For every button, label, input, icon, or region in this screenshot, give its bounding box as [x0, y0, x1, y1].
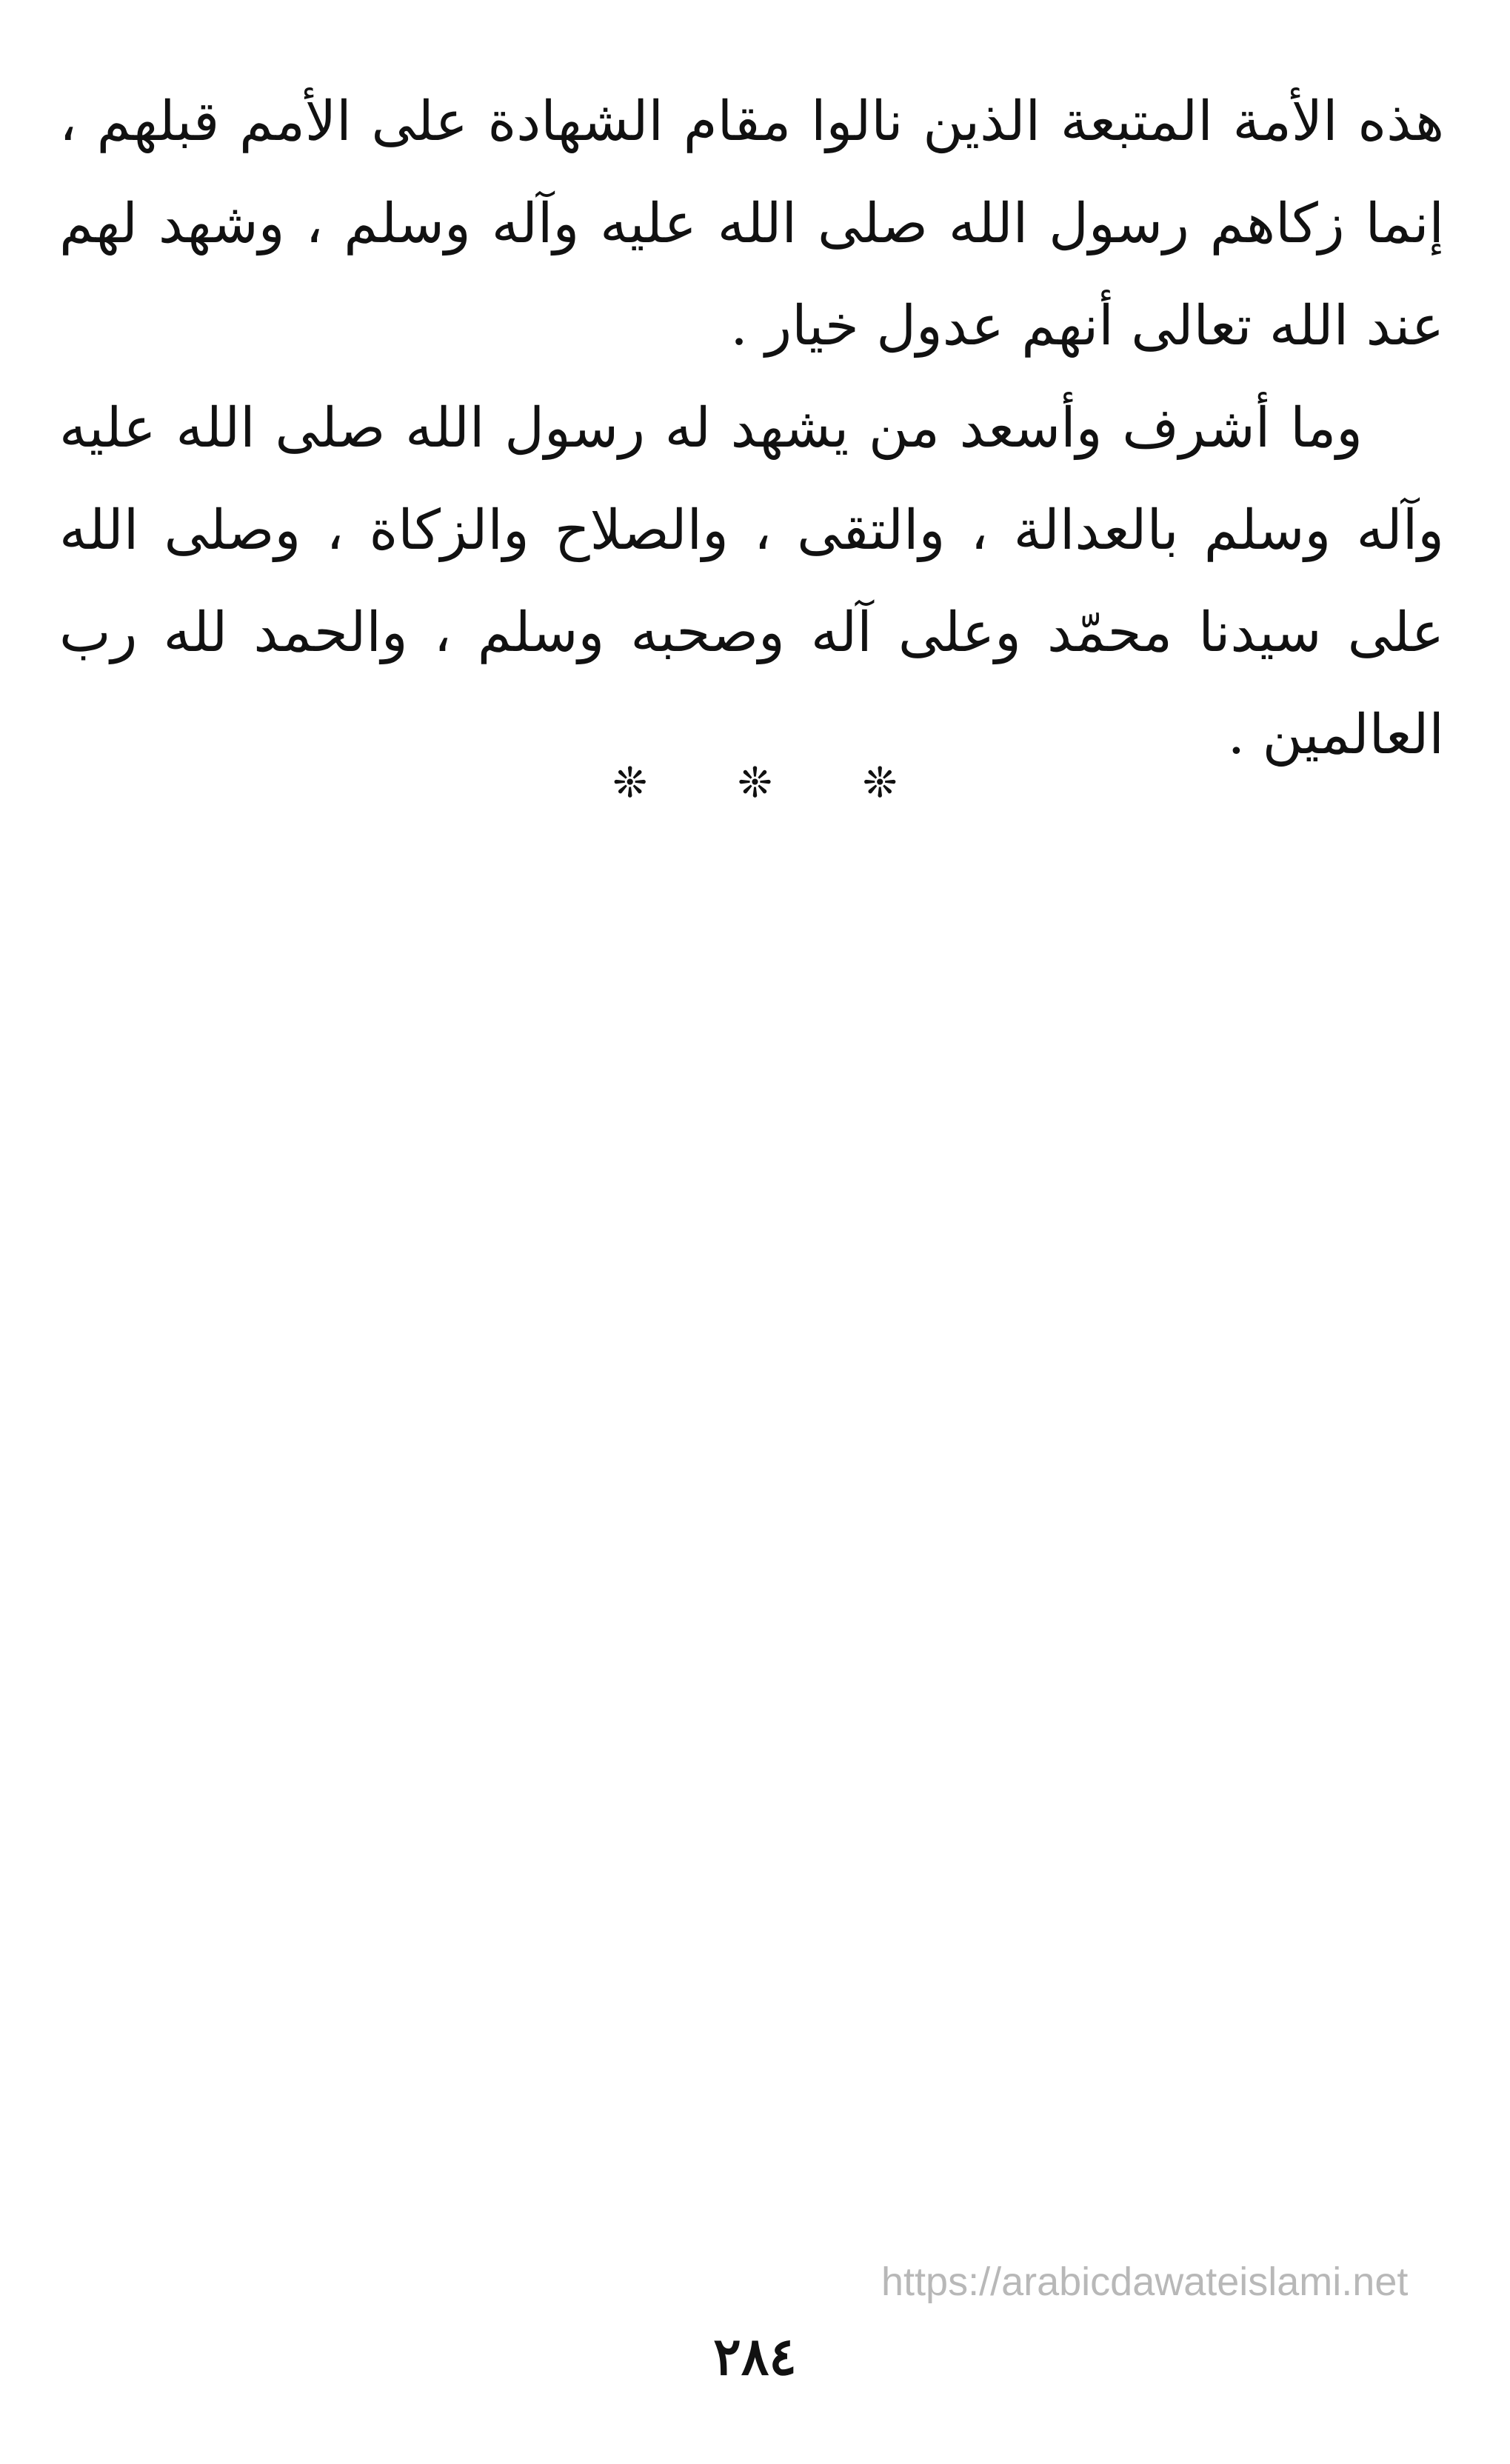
paragraph-1: هذه الأمة المتبعة الذين نالوا مقام الشهادة على الأمم قبلهم ، إنما زكاهم رسول الله صلى الله عليه وآله وسلم ، وشهد لهم عند الله تعالى أنهم عدول خيار . — [59, 90, 1444, 358]
body-text — [59, 70, 1444, 786]
section-separator — [0, 759, 1510, 807]
watermark-url: https://arabicdawateislami.net — [881, 2260, 1409, 2304]
separator-star-icon: ❊ — [738, 759, 772, 807]
page-number: ٢٨٤ — [713, 2326, 797, 2387]
separator-star-icon: ❊ — [862, 759, 898, 807]
separator-star-icon: ❊ — [612, 759, 648, 807]
paragraph-2: وما أشرف وأسعد من يشهد له رسول الله صلى الله عليه وآله وسلم بالعدالة ، والتقى ، والصلاح والزكاة ، وصلى الله على سيدنا محمّد وعلى آله وصحبه وسلم ، والحمد لله رب العالمين . — [59, 396, 1444, 767]
